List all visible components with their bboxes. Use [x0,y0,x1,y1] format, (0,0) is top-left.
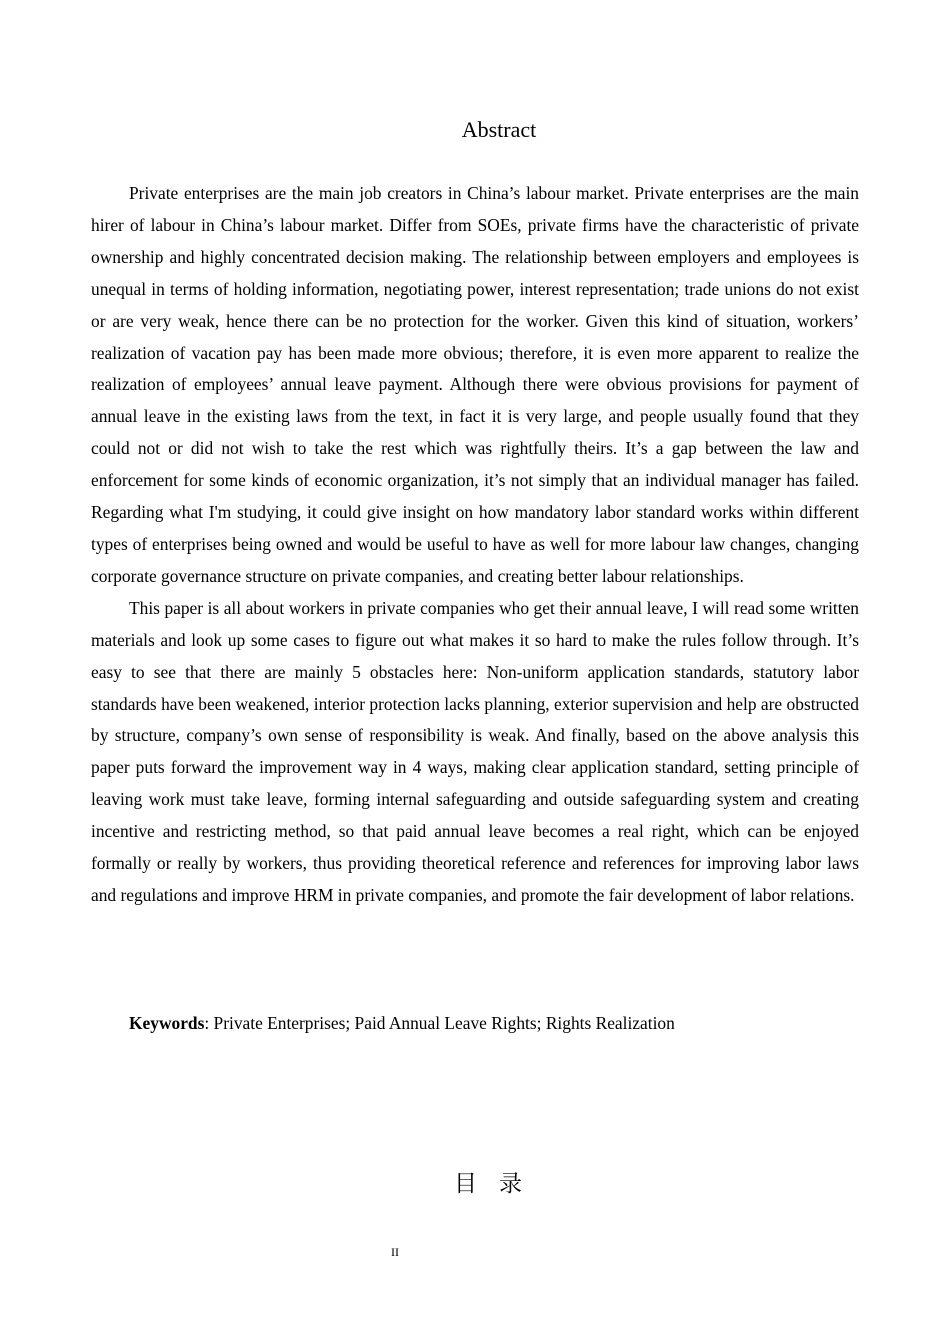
abstract-paragraph-1: Private enterprises are the main job creators in China’s labour market. Private enterprises are the main hirer of labour in China’s labour market. Differ from SOEs, private firms have the characteristic of private ownership and highly concentrated decision making. The relationship between employers and employees is unequal in terms of holding information, negotiating power, interest representation; trade unions do not exist or are very weak, hence there can be no protection for the worker. Given this kind of situation, workers’ realization of vacation pay has been made more obvious; therefore, it is even more apparent to realize the realization of employees’ annual leave payment. Although there were obvious provisions for payment of annual leave in the existing laws from the text, in fact it is very large, and people usually found that they could not or did not wish to take the rest which was rightfully theirs. It’s a gap between the law and enforcement for some kinds of economic organization, it’s not simply that an individual manager has failed. Regarding what I'm studying, it could give insight on how mandatory labor standard works within different types of enterprises being owned and would be useful to have as well for more labour law changes, changing corporate governance structure on private companies, and creating better labour relationships. [91,183,859,586]
page-number: II [391,1245,399,1259]
keywords-list: : Private Enterprises; Paid Annual Leave Rights; Rights Realization [204,1013,675,1033]
table-of-contents-title: 目录 [454,1171,544,1197]
keywords-line [129,1008,859,1040]
abstract-title: Abstract [461,117,537,142]
abstract-paragraph-2: This paper is all about workers in private companies who get their annual leave, I will read some written materials and look up some cases to figure out what makes it so hard to make the rules follow through. It’s easy to see that there are mainly 5 obstacles here: Non-uniform application standards, statutory labor standards have been weakened, interior protection lacks planning, exterior supervision and help are obstructed by structure, company’s own sense of responsibility is weak. And finally, based on the above analysis this paper puts forward the improvement way in 4 ways, making clear application standard, setting principle of leaving work must take leave, forming internal safeguarding and outside safeguarding system and creating incentive and restricting method, so that paid annual leave becomes a real right, which can be enjoyed formally or really by workers, thus providing theoretical reference and references for improving labor laws and regulations and improve HRM in private companies, and promote the fair development of labor relations. [91,597,859,905]
abstract-body [91,178,859,912]
keywords-label: Keywords [129,1013,205,1033]
